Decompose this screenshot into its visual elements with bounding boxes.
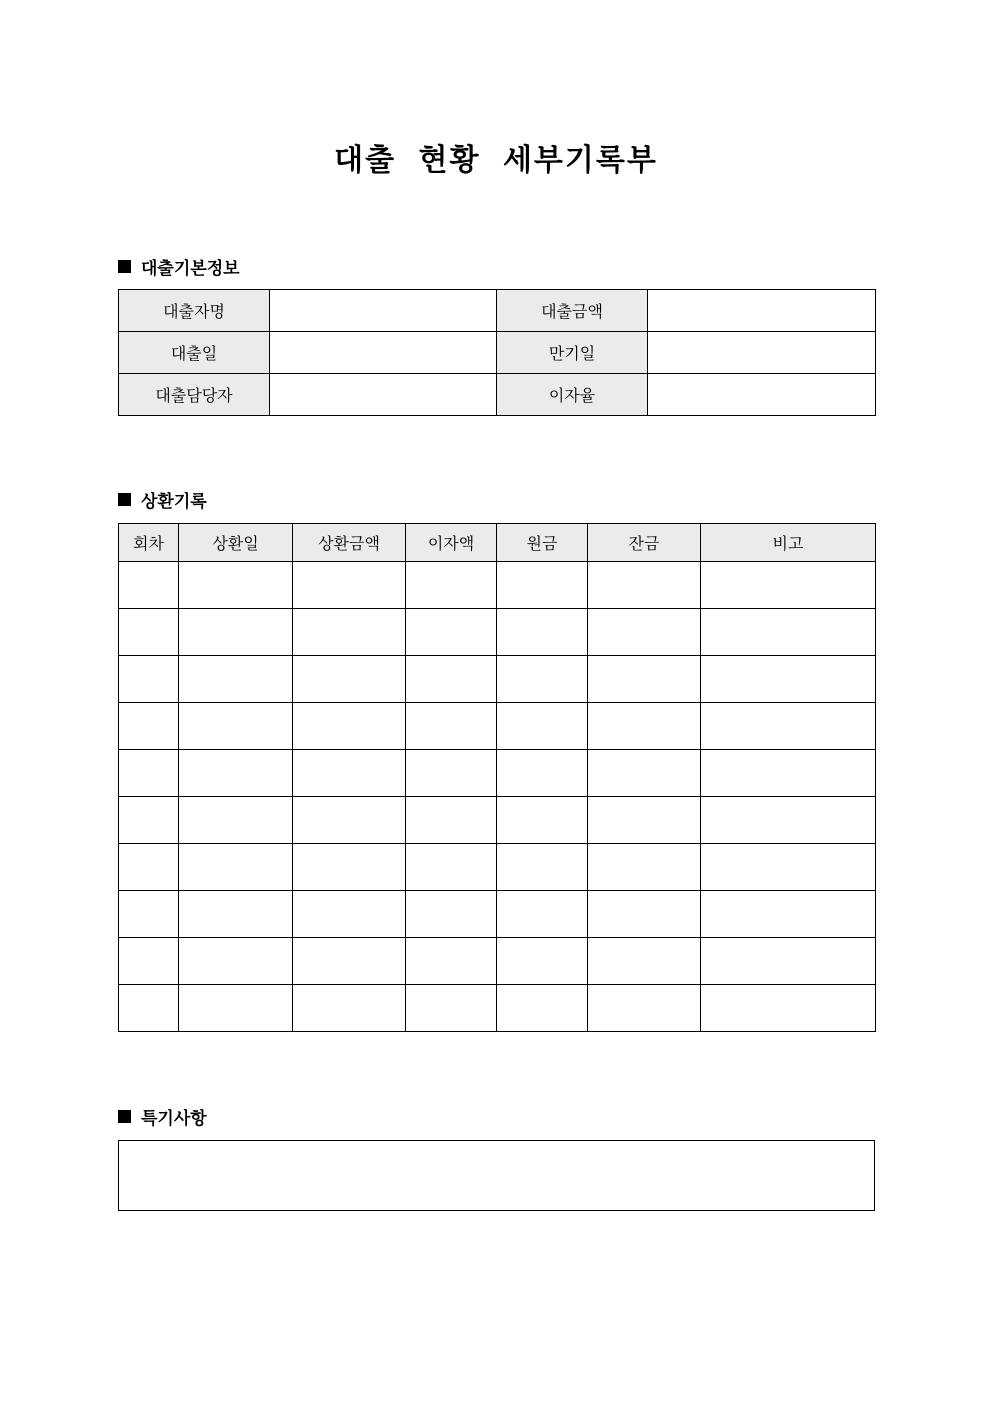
field-label: 대출일 <box>119 332 270 374</box>
table-cell[interactable] <box>701 844 876 891</box>
square-bullet-icon <box>118 260 131 273</box>
table-cell[interactable] <box>497 985 588 1032</box>
table-cell[interactable] <box>293 985 406 1032</box>
table-row <box>119 609 876 656</box>
table-cell[interactable] <box>406 562 497 609</box>
table-cell[interactable] <box>119 562 179 609</box>
table-cell[interactable] <box>406 656 497 703</box>
column-header: 상환금액 <box>293 524 406 562</box>
table-cell[interactable] <box>119 891 179 938</box>
table-cell[interactable] <box>179 891 293 938</box>
section-heading-repayment <box>118 487 207 512</box>
table-cell[interactable] <box>406 750 497 797</box>
table-cell[interactable] <box>406 891 497 938</box>
table-cell[interactable] <box>701 703 876 750</box>
table-cell[interactable] <box>588 750 701 797</box>
table-cell[interactable] <box>119 609 179 656</box>
table-cell[interactable] <box>119 750 179 797</box>
table-cell[interactable] <box>588 938 701 985</box>
table-cell[interactable] <box>701 609 876 656</box>
table-cell[interactable] <box>497 750 588 797</box>
table-cell[interactable] <box>179 985 293 1032</box>
table-cell[interactable] <box>701 750 876 797</box>
table-cell[interactable] <box>588 703 701 750</box>
table-cell[interactable] <box>293 562 406 609</box>
interest-rate-field[interactable] <box>648 374 876 416</box>
section-heading-label: 특기사항 <box>141 1109 207 1129</box>
table-cell[interactable] <box>701 891 876 938</box>
table-cell[interactable] <box>179 656 293 703</box>
table-row <box>119 938 876 985</box>
field-label: 대출담당자 <box>119 374 270 416</box>
table-cell[interactable] <box>588 562 701 609</box>
table-cell[interactable] <box>701 938 876 985</box>
table-cell[interactable] <box>497 656 588 703</box>
table-cell[interactable] <box>701 656 876 703</box>
table-cell[interactable] <box>179 938 293 985</box>
table-cell[interactable] <box>293 797 406 844</box>
table-cell[interactable] <box>406 844 497 891</box>
table-row <box>119 656 876 703</box>
table-row <box>119 562 876 609</box>
field-label: 대출금액 <box>497 290 648 332</box>
square-bullet-icon <box>118 1110 131 1123</box>
table-cell[interactable] <box>119 656 179 703</box>
table-cell[interactable] <box>497 609 588 656</box>
table-cell[interactable] <box>588 985 701 1032</box>
table-cell[interactable] <box>588 609 701 656</box>
table-cell[interactable] <box>497 703 588 750</box>
table-cell[interactable] <box>293 703 406 750</box>
table-cell[interactable] <box>293 891 406 938</box>
column-header: 회차 <box>119 524 179 562</box>
table-cell[interactable] <box>179 797 293 844</box>
section-heading-label: 상환기록 <box>141 492 207 512</box>
section-heading-label: 대출기본정보 <box>141 259 240 279</box>
table-cell[interactable] <box>497 562 588 609</box>
table-row <box>119 985 876 1032</box>
table-cell[interactable] <box>119 844 179 891</box>
table-row <box>119 750 876 797</box>
table-cell[interactable] <box>119 938 179 985</box>
table-row <box>119 290 876 332</box>
column-header: 잔금 <box>588 524 701 562</box>
table-row <box>119 844 876 891</box>
maturity-date-field[interactable] <box>648 332 876 374</box>
table-cell[interactable] <box>293 609 406 656</box>
table-cell[interactable] <box>497 844 588 891</box>
table-cell[interactable] <box>588 891 701 938</box>
table-cell[interactable] <box>179 609 293 656</box>
table-row <box>119 891 876 938</box>
table-cell[interactable] <box>293 750 406 797</box>
table-cell[interactable] <box>588 656 701 703</box>
table-cell[interactable] <box>406 609 497 656</box>
table-cell[interactable] <box>701 797 876 844</box>
table-header-row <box>119 524 876 562</box>
column-header: 비고 <box>701 524 876 562</box>
notes-field[interactable] <box>118 1140 875 1211</box>
table-cell[interactable] <box>701 985 876 1032</box>
table-cell[interactable] <box>179 750 293 797</box>
table-cell[interactable] <box>179 844 293 891</box>
table-cell[interactable] <box>406 703 497 750</box>
table-cell[interactable] <box>588 797 701 844</box>
square-bullet-icon <box>118 493 131 506</box>
table-cell[interactable] <box>497 891 588 938</box>
column-header: 원금 <box>497 524 588 562</box>
basic-info-table <box>118 289 876 416</box>
section-heading-notes <box>118 1104 207 1129</box>
table-cell[interactable] <box>119 797 179 844</box>
column-header: 이자액 <box>406 524 497 562</box>
table-row <box>119 374 876 416</box>
loan-amount-field[interactable] <box>648 290 876 332</box>
borrower-name-field[interactable] <box>270 290 497 332</box>
table-cell[interactable] <box>588 844 701 891</box>
loan-date-field[interactable] <box>270 332 497 374</box>
table-cell[interactable] <box>406 797 497 844</box>
repayment-table <box>118 523 876 1032</box>
table-cell[interactable] <box>406 938 497 985</box>
field-label: 이자율 <box>497 374 648 416</box>
table-cell[interactable] <box>497 797 588 844</box>
field-label: 대출자명 <box>119 290 270 332</box>
table-cell[interactable] <box>406 985 497 1032</box>
table-cell[interactable] <box>293 938 406 985</box>
table-cell[interactable] <box>293 656 406 703</box>
column-header: 상환일 <box>179 524 293 562</box>
section-heading-basic <box>118 254 240 279</box>
table-row <box>119 797 876 844</box>
table-cell[interactable] <box>701 562 876 609</box>
table-cell[interactable] <box>179 703 293 750</box>
table-cell[interactable] <box>293 844 406 891</box>
page-title: 대출 현황 세부기록부 <box>334 143 658 178</box>
table-cell[interactable] <box>497 938 588 985</box>
table-row <box>119 332 876 374</box>
table-cell[interactable] <box>119 985 179 1032</box>
table-cell[interactable] <box>119 703 179 750</box>
table-row <box>119 703 876 750</box>
table-cell[interactable] <box>179 562 293 609</box>
field-label: 만기일 <box>497 332 648 374</box>
loan-officer-field[interactable] <box>270 374 497 416</box>
